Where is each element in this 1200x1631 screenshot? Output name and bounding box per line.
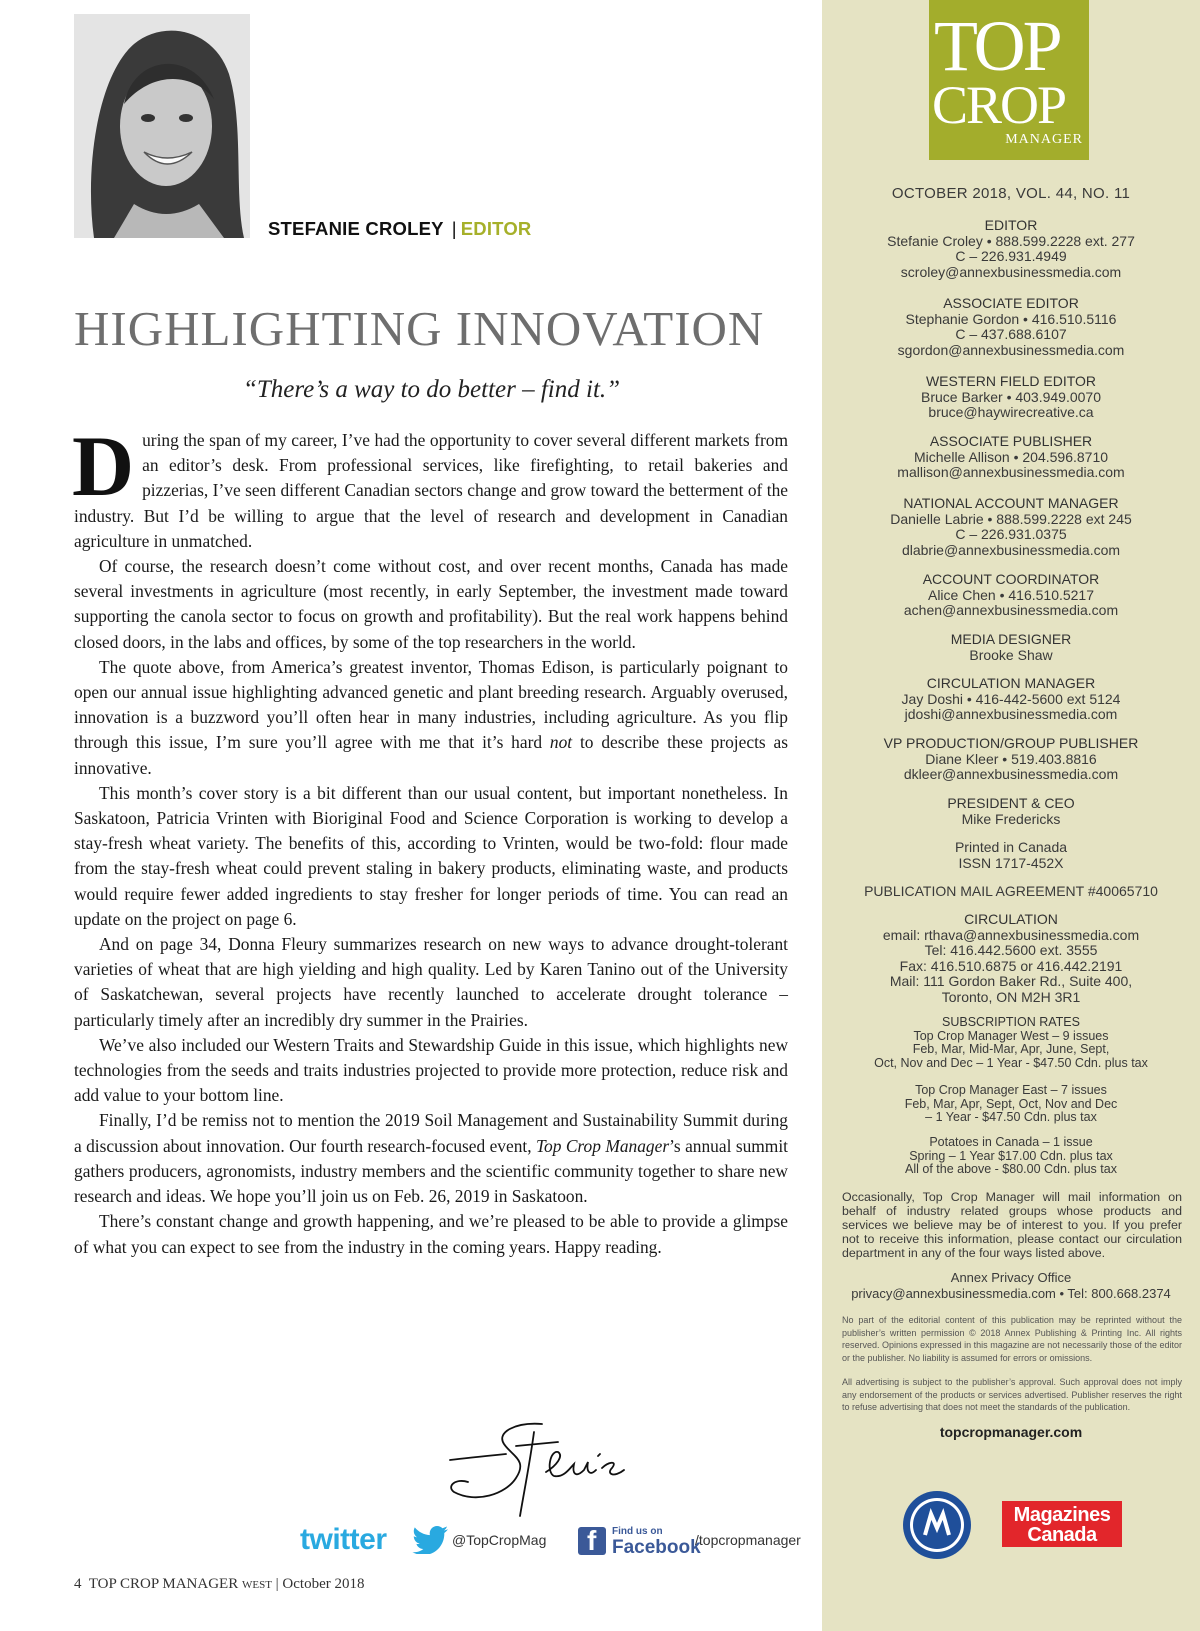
masthead-associate-publisher: ASSOCIATE PUBLISHER Michelle Allison • 204.596.8710 mallison@annexbusinessmedia.com — [897, 433, 1125, 480]
twitter-logo[interactable]: twitter — [300, 1523, 387, 1556]
publication-mail-agreement: PUBLICATION MAIL AGREEMENT #40065710 — [864, 883, 1158, 899]
twitter-handle[interactable]: @TopCropMag — [452, 1532, 547, 1548]
footer-date: | October 2018 — [275, 1576, 365, 1592]
privacy-office: Annex Privacy Office privacy@annexbusinessmedia.com • Tel: 800.668.2374 — [851, 1270, 1171, 1301]
logo-manager: MANAGER — [1005, 132, 1083, 147]
drop-cap: D — [72, 418, 135, 514]
masthead-circulation-manager: CIRCULATION MANAGER Jay Doshi • 416-442-5600 ext 5124 jdoshi@annexbusinessmedia.com — [901, 675, 1121, 722]
masthead-editor: EDITOR Stefanie Croley • 888.599.2228 ext. 277 C – 226.931.4949 scroley@annexbusinessmedia.com — [887, 217, 1135, 280]
editor-role: EDITOR — [460, 218, 532, 239]
editor-byline — [268, 218, 531, 240]
mailing-notice: Occasionally, Top Crop Manager will mail information on behalf of industry related groups whose products and services we believe may be of interest to you. If you prefer not to receive this information, please contact our circulation department in any of the four ways listed above. — [842, 1190, 1182, 1260]
facebook-f-glyph: f — [587, 1525, 597, 1556]
pull-quote: “There’s a way to do better – find it.” — [242, 376, 621, 403]
article-paragraph: There’s constant change and growth happening, and we’re pleased to be able to provide a glimpse of what you can expect to see from the industry in the coming years. Happy reading. — [74, 1211, 788, 1257]
article-paragraph: During the span of my career, I’ve had the opportunity to cover several different markets from an editor’s desk. From professional services, like firefighting, to retail bakeries and pizzerias, I’ve seen different Canadian sectors change and grow toward the betterment of the industry. But I’d be willing to argue that the level of research and development in Canadian agriculture in unmatched. — [72, 418, 788, 551]
editor-photo — [74, 14, 250, 238]
byline-separator: | — [451, 218, 457, 239]
audited-media-seal-icon — [902, 1490, 972, 1560]
facebook-wordmark[interactable]: Facebook — [612, 1537, 701, 1558]
signature-image — [446, 1412, 626, 1522]
page-number: 4 — [74, 1576, 82, 1592]
editor-name: STEFANIE CROLEY — [268, 218, 444, 239]
copyright-notice: No part of the editorial content of this publication may be reprinted without the publisher’s written permission © 2018 Annex Publishing & Printing Inc. All rights reserved. Opinions expressed in this magazine are not necessarily those of the editor or the publisher. No liability is assumed for errors or omissions. — [842, 1315, 1182, 1363]
masthead-sidebar — [822, 0, 1200, 1631]
page-footer — [74, 1576, 365, 1593]
masthead-president: PRESIDENT & CEO Mike Fredericks — [947, 795, 1075, 827]
article-paragraph: We’ve also included our Western Traits and Stewardship Guide in this issue, which highlights new technologies from the seeds and traits industries projected to provide more protection, reduce risk and add value to your bottom line. — [74, 1034, 788, 1106]
facebook-find-us-label: Find us on — [612, 1526, 663, 1537]
article-paragraph: And on page 34, Donna Fleury summarizes research on new ways to advance drought-tolerant varieties of wheat that are high yielding and high quality. Led by Karen Tanino out of the University of Saskatchewan, several projects have recently launched to accelerate drought tolerance – particularly timely after an incredibly dry summer in the Prairies. — [74, 934, 788, 1030]
advertising-notice: All advertising is subject to the publisher’s approval. Such approval does not imply any endorsement of the products or services advertised. Publisher reserves the right to refuse advertising that does not meet the standards of the publication. — [842, 1377, 1182, 1412]
masthead-printed: Printed in Canada ISSN 1717-452X — [954, 839, 1068, 871]
article-paragraph: Finally, I’d be remiss not to mention the 2019 Soil Management and Sustainability Summit during a discussion about innovation. Our fourth research-focused event, Top Crop Manager’s annual summit gathers producers, agronomists, industry members and the scientific community together to share new research and ideas. We hope you’ll join us on Feb. 26, 2019 in Saskatoon. — [74, 1110, 788, 1207]
top-crop-manager-logo — [929, 0, 1089, 160]
masthead-western-field-editor: WESTERN FIELD EDITOR Bruce Barker • 403.949.0070 bruce@haywirecreative.ca — [920, 373, 1102, 420]
article-paragraph: The quote above, from America’s greatest inventor, Thomas Edison, is particularly poignant to open our annual issue highlighting advanced genetic and plant breeding research. Arguably overused, innovation is a buzzword you’ll often hear in many industries, including agriculture. As you flip through this issue, I’m sure you’ll agree with me that it’s hard not to describe these projects as innovative. — [74, 656, 788, 778]
masthead-associate-editor: ASSOCIATE EDITOR Stephanie Gordon • 416.510.5116 C – 437.688.6107 sgordon@annexbusinessmedia.com — [897, 295, 1125, 358]
logo-top: TOP — [934, 6, 1060, 86]
masthead-subscription-rates: SUBSCRIPTION RATES Top Crop Manager West – 9 issues Feb, Mar, Mid-Mar, Apr, June, Sept, Oct, Nov and Dec – 1 Year - $47.50 Cdn. plus tax — [874, 1015, 1148, 1070]
editor-portrait-image — [74, 14, 250, 238]
twitter-bird-icon — [412, 1526, 448, 1554]
masthead-media-designer: MEDIA DESIGNER Brooke Shaw — [950, 631, 1072, 663]
masthead-national-account-manager: NATIONAL ACCOUNT MANAGER Danielle Labrie • 888.599.2228 ext 245 C – 226.931.0375 dlabrie@annexbusinessmedia.com — [890, 495, 1132, 558]
footer-magazine: TOP CROP MANAGER — [88, 1576, 239, 1592]
masthead-account-coordinator: ACCOUNT COORDINATOR Alice Chen • 416.510.5217 achen@annexbusinessmedia.com — [903, 571, 1119, 618]
logo-crop: CROP — [932, 75, 1066, 135]
article-paragraph: This month’s cover story is a bit different than our usual content, but important nonetheless. In Saskatoon, Patricia Vrinten with Bioriginal Food and Science Corporation is working to develop a stay-fresh wheat variety. The benefits of this, according to Vrinten, would be two-fold: flour made from the stay-fresh wheat could prevent staling in bakery products, eliminating waste, and products would require fewer added ingredients to stay fresher for longer periods of time. You can read an update on the project on page 6. — [74, 782, 788, 929]
website-link[interactable]: topcropmanager.com — [939, 1424, 1083, 1440]
masthead-vp-production: VP PRODUCTION/GROUP PUBLISHER Diane Kleer • 519.403.8816 dkleer@annexbusinessmedia.com — [883, 735, 1139, 782]
masthead-potatoes-rates: Potatoes in Canada – 1 issue Spring – 1 Year $17.00 Cdn. plus tax All of the above - $80.00 Cdn. plus tax — [905, 1135, 1117, 1176]
page-title: HIGHLIGHTING INNOVATION — [74, 301, 765, 356]
article-body — [72, 418, 788, 1260]
magazines-canada-logo: Magazines Canada — [1002, 1501, 1122, 1547]
masthead-circulation: CIRCULATION email: rthava@annexbusinessmedia.com Tel: 416.442.5600 ext. 3555 Fax: 416.510.6875 or 416.442.2191 Mail: 111 Gordon Baker Rd., Suite 400, Toronto, ON M2H 3R1 — [882, 911, 1140, 1005]
footer-edition: WEST — [241, 1579, 272, 1591]
issue-info: OCTOBER 2018, VOL. 44, NO. 11 — [891, 185, 1131, 202]
masthead-east-rates: Top Crop Manager East – 7 issues Feb, Mar, Apr, Sept, Oct, Nov and Dec – 1 Year - $47.50 Cdn. plus tax — [904, 1083, 1118, 1124]
article-paragraph: Of course, the research doesn’t come without cost, and over recent months, Canada has made several investments in agriculture (most recently, in early September, the investment made toward supporting the canola sector to focus on growth and profitability). But the real work happens behind closed doors, in the labs and offices, by some of the top researchers in the world. — [74, 556, 788, 652]
facebook-handle[interactable]: /topcropmanager — [695, 1532, 801, 1548]
